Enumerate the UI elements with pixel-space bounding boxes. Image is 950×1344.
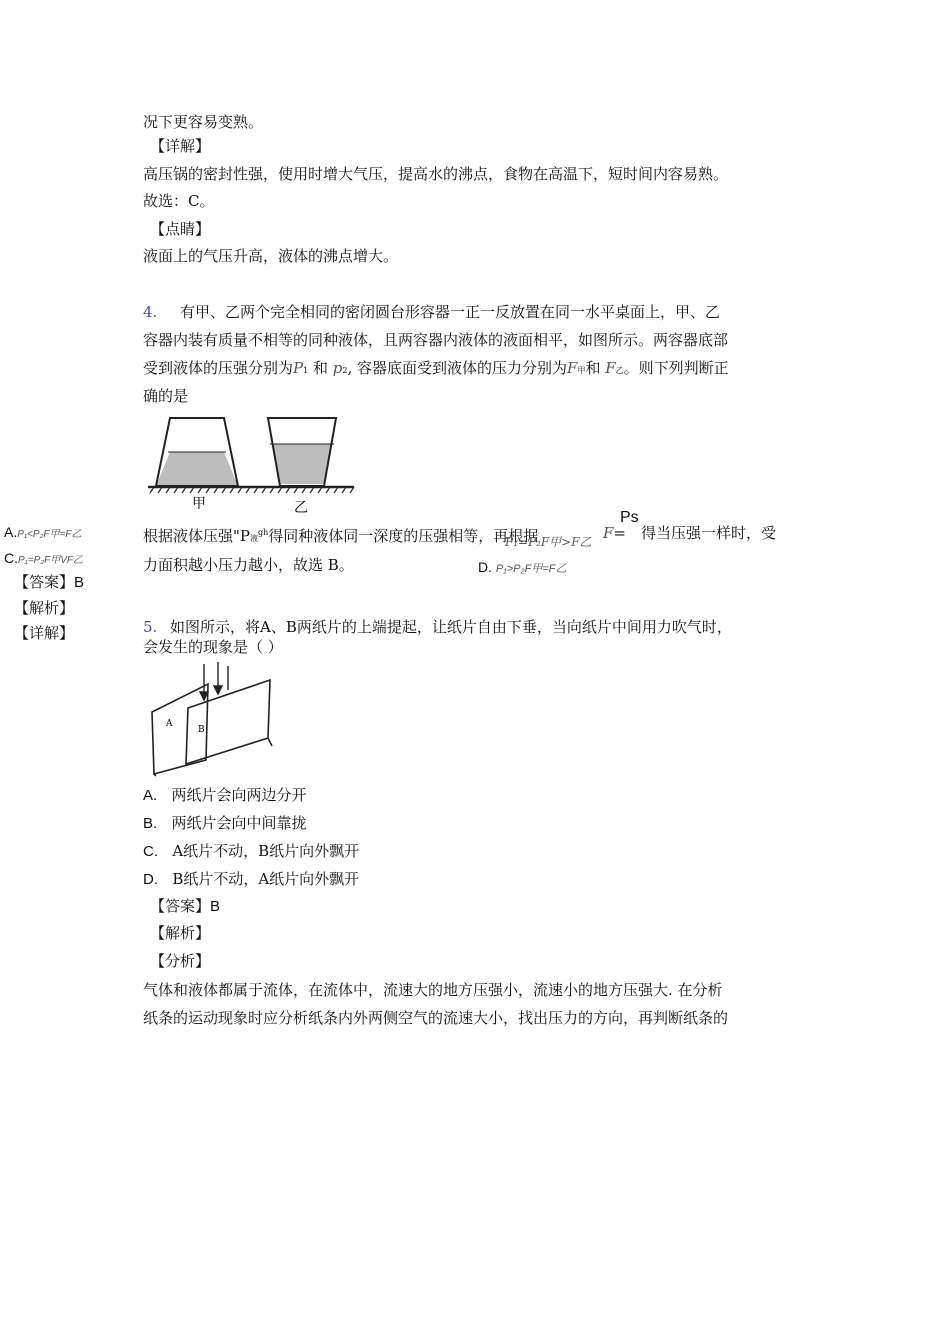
q4-line3: 受到液体的压强分别为P1 和 p2, 容器底面受到液体的压力分别为F甲和 F乙。则下列判断正 — [143, 359, 729, 377]
q4-line4: 确的是 — [143, 387, 189, 405]
q3-comment-text: 液面上的气压升高，液体的沸点增大。 — [143, 247, 399, 265]
q4-answer: 【答案】B — [14, 574, 85, 591]
q5-text2: 纸条的运动现象时应分析纸条内外两侧空气的流速大小，找出压力的方向，再判断纸条的 — [143, 1009, 729, 1027]
q3-comment-tag: 【点睛】 — [150, 220, 211, 238]
paper-b — [186, 680, 272, 764]
q3-line-end: 况下更容易变熟。 — [143, 113, 264, 131]
q4-option-a: A.P₁<P₂F甲=F乙 — [4, 524, 82, 540]
q3-detail-tag: 【详解】 — [150, 137, 211, 155]
q4-container-figure — [148, 414, 360, 518]
q4-explain-line1-end: 得当压强一样时，受 — [641, 524, 777, 542]
q5-fenxi: 【分析】 — [150, 953, 211, 970]
fig-label-b: B — [198, 725, 205, 735]
q4-analysis: 【解析】 — [14, 600, 75, 617]
q5-line2: 会发生的现象是（ ） — [143, 638, 283, 656]
q5-number: 5. — [143, 618, 158, 636]
q4-option-d: D. P₁>P₂F甲=F乙 — [478, 559, 567, 575]
q3-choose: 故选：C。 — [143, 192, 215, 210]
q4-explain-line1: 根据液体压强"P液$^{gh}$得同种液体同一深度的压强相等，再根据 — [143, 527, 539, 545]
q5-text1: 气体和液体都属于流体，在流体中，流速大的地方压强小，流速小的地方压强大. 在分析 — [143, 981, 723, 999]
fig-label-a: A — [166, 719, 173, 729]
q5-option-c: C. A纸片不动，B纸片向外飘开 — [143, 842, 360, 860]
fig-label-yi: 乙 — [294, 499, 308, 515]
container-jia — [156, 418, 238, 486]
fig-label-jia: 甲 — [192, 495, 206, 511]
q4-option-b: P₁=P₂F甲>F乙 — [505, 535, 592, 549]
q5-option-b: B. 两纸片会向中间靠拢 — [143, 814, 307, 832]
q4-formula-f: F= — [603, 524, 626, 542]
q5-paper-figure — [148, 660, 276, 782]
q5-line1: 如图所示，将A、B两纸片的上端提起，让纸片自由下垂，当向纸片中间用力吹气时， — [170, 618, 732, 636]
q5-analysis: 【解析】 — [150, 925, 211, 942]
q4-line1: 有甲、乙两个完全相同的密闭圆台形容器一正一反放置在同一水平桌面上，甲、乙 — [180, 303, 721, 321]
q4-detail: 【详解】 — [14, 625, 75, 642]
container-yi — [268, 418, 336, 486]
q4-line2: 容器内装有质量不相等的同种液体，且两容器内液体的液面相平，如图所示。两容器底部 — [143, 331, 729, 349]
q4-option-c: C.P₁=P₂F甲VF乙 — [4, 550, 84, 566]
q5-option-a: A. 两纸片会向两边分开 — [143, 786, 307, 804]
q4-formula-ps: Ps — [620, 509, 639, 526]
q5-option-d: D. B纸片不动，A纸片向外飘开 — [143, 870, 360, 888]
q4-number: 4. — [143, 303, 158, 321]
q4-explain-line2: 力面积越小压力越小，故选 B。 — [143, 556, 354, 574]
q5-answer: 【答案】B — [150, 898, 221, 915]
blow-arrows — [200, 662, 228, 700]
table-surface — [148, 487, 354, 493]
q3-detail-text: 高压锅的密封性强，使用时增大气压，提高水的沸点，食物在高温下，短时间内容易熟。 — [143, 165, 729, 183]
